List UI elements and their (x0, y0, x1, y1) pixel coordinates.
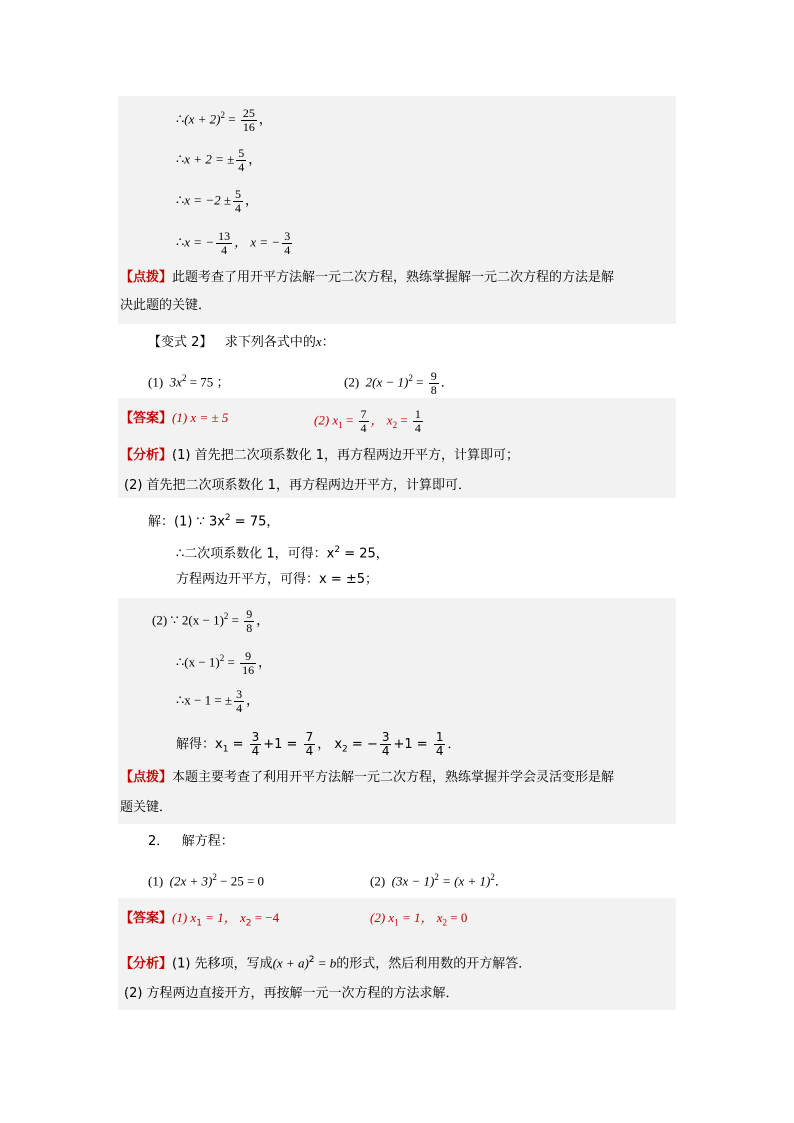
answer-line-2-part2: (2) $x_1 = 1$， $x_2 = 0$ (370, 910, 468, 928)
tip-paragraph-2: 【点拨】本题主要考查了利用开平方法解一元二次方程，熟练掌握并学会灵活变形是解 (120, 770, 615, 785)
answer-line-2: 【答案】(1) $x_1 = 1$， $x_2 = -4$ (120, 910, 280, 929)
part2-line-1: (2) ∵ $2(x - 1)^2$ = $\frac{9}{8}$ ， (152, 606, 270, 635)
question-2-heading: 2． 解方程： (148, 834, 234, 849)
part2-line-4: 解得：$x_1$ = $\frac{3}{4}$ +1 = $\frac{7}{4}$ ， $x_2$ = − $\frac{3}{4}$ +1 = $\frac{1}{4}$ ． (176, 730, 461, 758)
eq-line-2: ∴x + 2 = ± $\frac{5}{4}$ ， (176, 146, 262, 174)
variant-heading: 【变式 2】 求下列各式中的x： (148, 334, 335, 350)
analysis-line-1: 【分析】(1) 首先把二次项系数化 1，再方程两边开平方，计算即可； (120, 448, 519, 463)
analysis-line-4: (2) 方程两边直接开方，再按解一元一次方程的方法求解． (124, 986, 459, 1001)
variant-problem-2: (2) $2(x - 1)^2$ = $\frac{9}{8}$ ． (344, 368, 454, 397)
tip-paragraph-1: 【点拨】此题考查了用开平方法解一元二次方程，熟练掌握解一元二次方程的方法是解 (120, 270, 615, 285)
part2-line-2: ∴(x − 1)$^2$ = $\frac{9}{16}$ ， (176, 648, 272, 677)
eq-line-4: ∴x = − $\frac{13}{4}$ ， x = − $\frac{3}{4}$ (176, 229, 291, 257)
variant-problem-1: (1) $3x^2 = 75$ ； (148, 373, 230, 390)
eq-line-3: ∴x = −2 ± $\frac{5}{4}$ ， (176, 187, 258, 215)
tip-paragraph-1-cont: 决此题的关键． (120, 298, 212, 313)
tip-paragraph-2-cont: 题关键． (120, 800, 173, 815)
answer-line-1-part2: (2) $x_1$ = $\frac{7}{4}$ ， $x_2$ = $\frac{1}{4}$ (314, 407, 421, 435)
part2-line-3: ∴x − 1 = ± $\frac{3}{4}$ ， (176, 687, 260, 715)
analysis-line-3: 【分析】(1) 先移项，写成$(x + a)^2 = b$的形式，然后利用数的开方解答． (120, 955, 532, 972)
question-2-problem-1: (1) $(2x + 3)^2 - 25 = 0$ (148, 872, 265, 889)
solution-line-1: 解：(1) ∵ $3x^2 = 75$， (148, 513, 280, 530)
eq-line-1: ∴(x + 2)$^2$ = $\frac{25}{16}$ ， (176, 105, 272, 134)
solution-line-2: ∴二次项系数化 1，可得：$x^2 = 25$， (176, 545, 389, 562)
analysis-line-2: (2) 首先把二次项系数化 1，再方程两边开平方，计算即可． (124, 478, 471, 493)
solution-line-3: 方程两边开平方，可得：x = ±5； (176, 572, 379, 587)
answer-line-1: 【答案】(1) x = ± 5 (120, 410, 229, 426)
question-2-problem-2: (2) $(3x - 1)^2 = (x + 1)^2$． (370, 872, 508, 889)
